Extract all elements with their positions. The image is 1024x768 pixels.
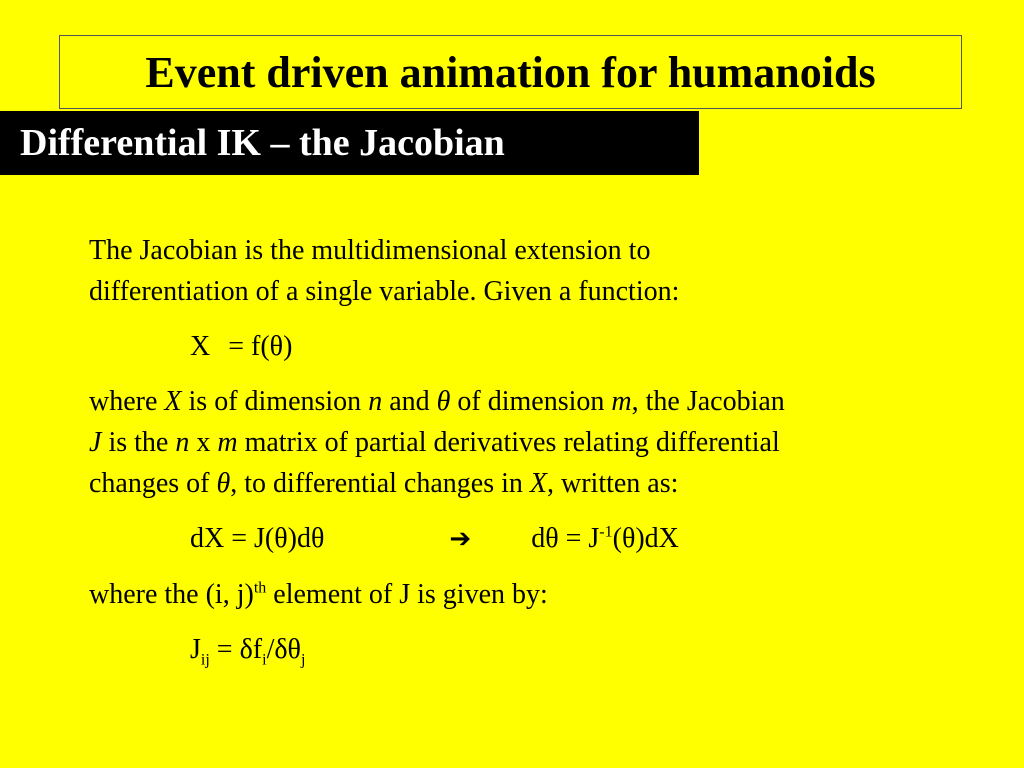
p2-text: matrix of partial derivatives relating differential [237,427,780,458]
section-title: Differential IK – the Jacobian [20,122,505,164]
eq3-sub-j: j [300,651,306,669]
var-theta: θ [216,468,231,499]
var-n: n [175,427,190,458]
slide-title: Event driven animation for humanoids [145,47,876,97]
p2-text: and [382,386,437,417]
slide-title-box [59,35,962,109]
p3-text: element of J is given by: [266,579,548,610]
section-header-bar [0,111,699,175]
var-X: X [529,468,547,499]
p2-text: , written as: [547,468,679,499]
intro-line-1: The Jacobian is the multidimensional extension to [89,235,651,266]
eq3-sub-ij: ij [200,651,210,669]
eq2-left: dX = J(θ)dθ [190,523,325,554]
p2-text: changes of [89,468,217,499]
slide-body [89,230,969,670]
right-arrow-icon: ➔ [449,524,472,554]
equation-function [89,326,969,367]
eq1-rhs: = f(θ) [228,331,293,362]
var-J: J [89,427,102,458]
eq3-J: J [190,634,201,665]
p3-superscript: th [253,579,267,597]
eq2-right-b: (θ)dX [612,523,679,554]
p3-text: where the (i, j) [89,579,254,610]
var-theta: θ [436,386,451,417]
eq1-lhs: X [190,331,211,362]
p2-text: of dimension [450,386,612,417]
var-X: X [164,386,182,417]
intro-paragraph [89,230,969,312]
eq3-mid: = δf [209,634,263,665]
p2-text: x [189,427,218,458]
element-paragraph [89,574,969,615]
eq2-right [531,523,679,554]
p2-text: is the [101,427,176,458]
eq2-right-a: dθ = J [531,523,600,554]
intro-line-2: differentiation of a single variable. Given a function: [89,276,680,307]
p2-text: , to differential changes in [230,468,530,499]
var-m: m [217,427,238,458]
var-n: n [368,386,383,417]
eq3-slash: /δθ [266,634,301,665]
p2-text: , the Jacobian [631,386,785,417]
p2-text: where [89,386,165,417]
equation-jacobian-element [89,629,969,670]
var-m: m [611,386,632,417]
eq2-superscript: -1 [599,523,613,541]
eq3-sub-i: i [262,651,267,669]
dimension-paragraph [89,381,969,504]
equation-differential [89,518,969,560]
p2-text: is of dimension [181,386,369,417]
